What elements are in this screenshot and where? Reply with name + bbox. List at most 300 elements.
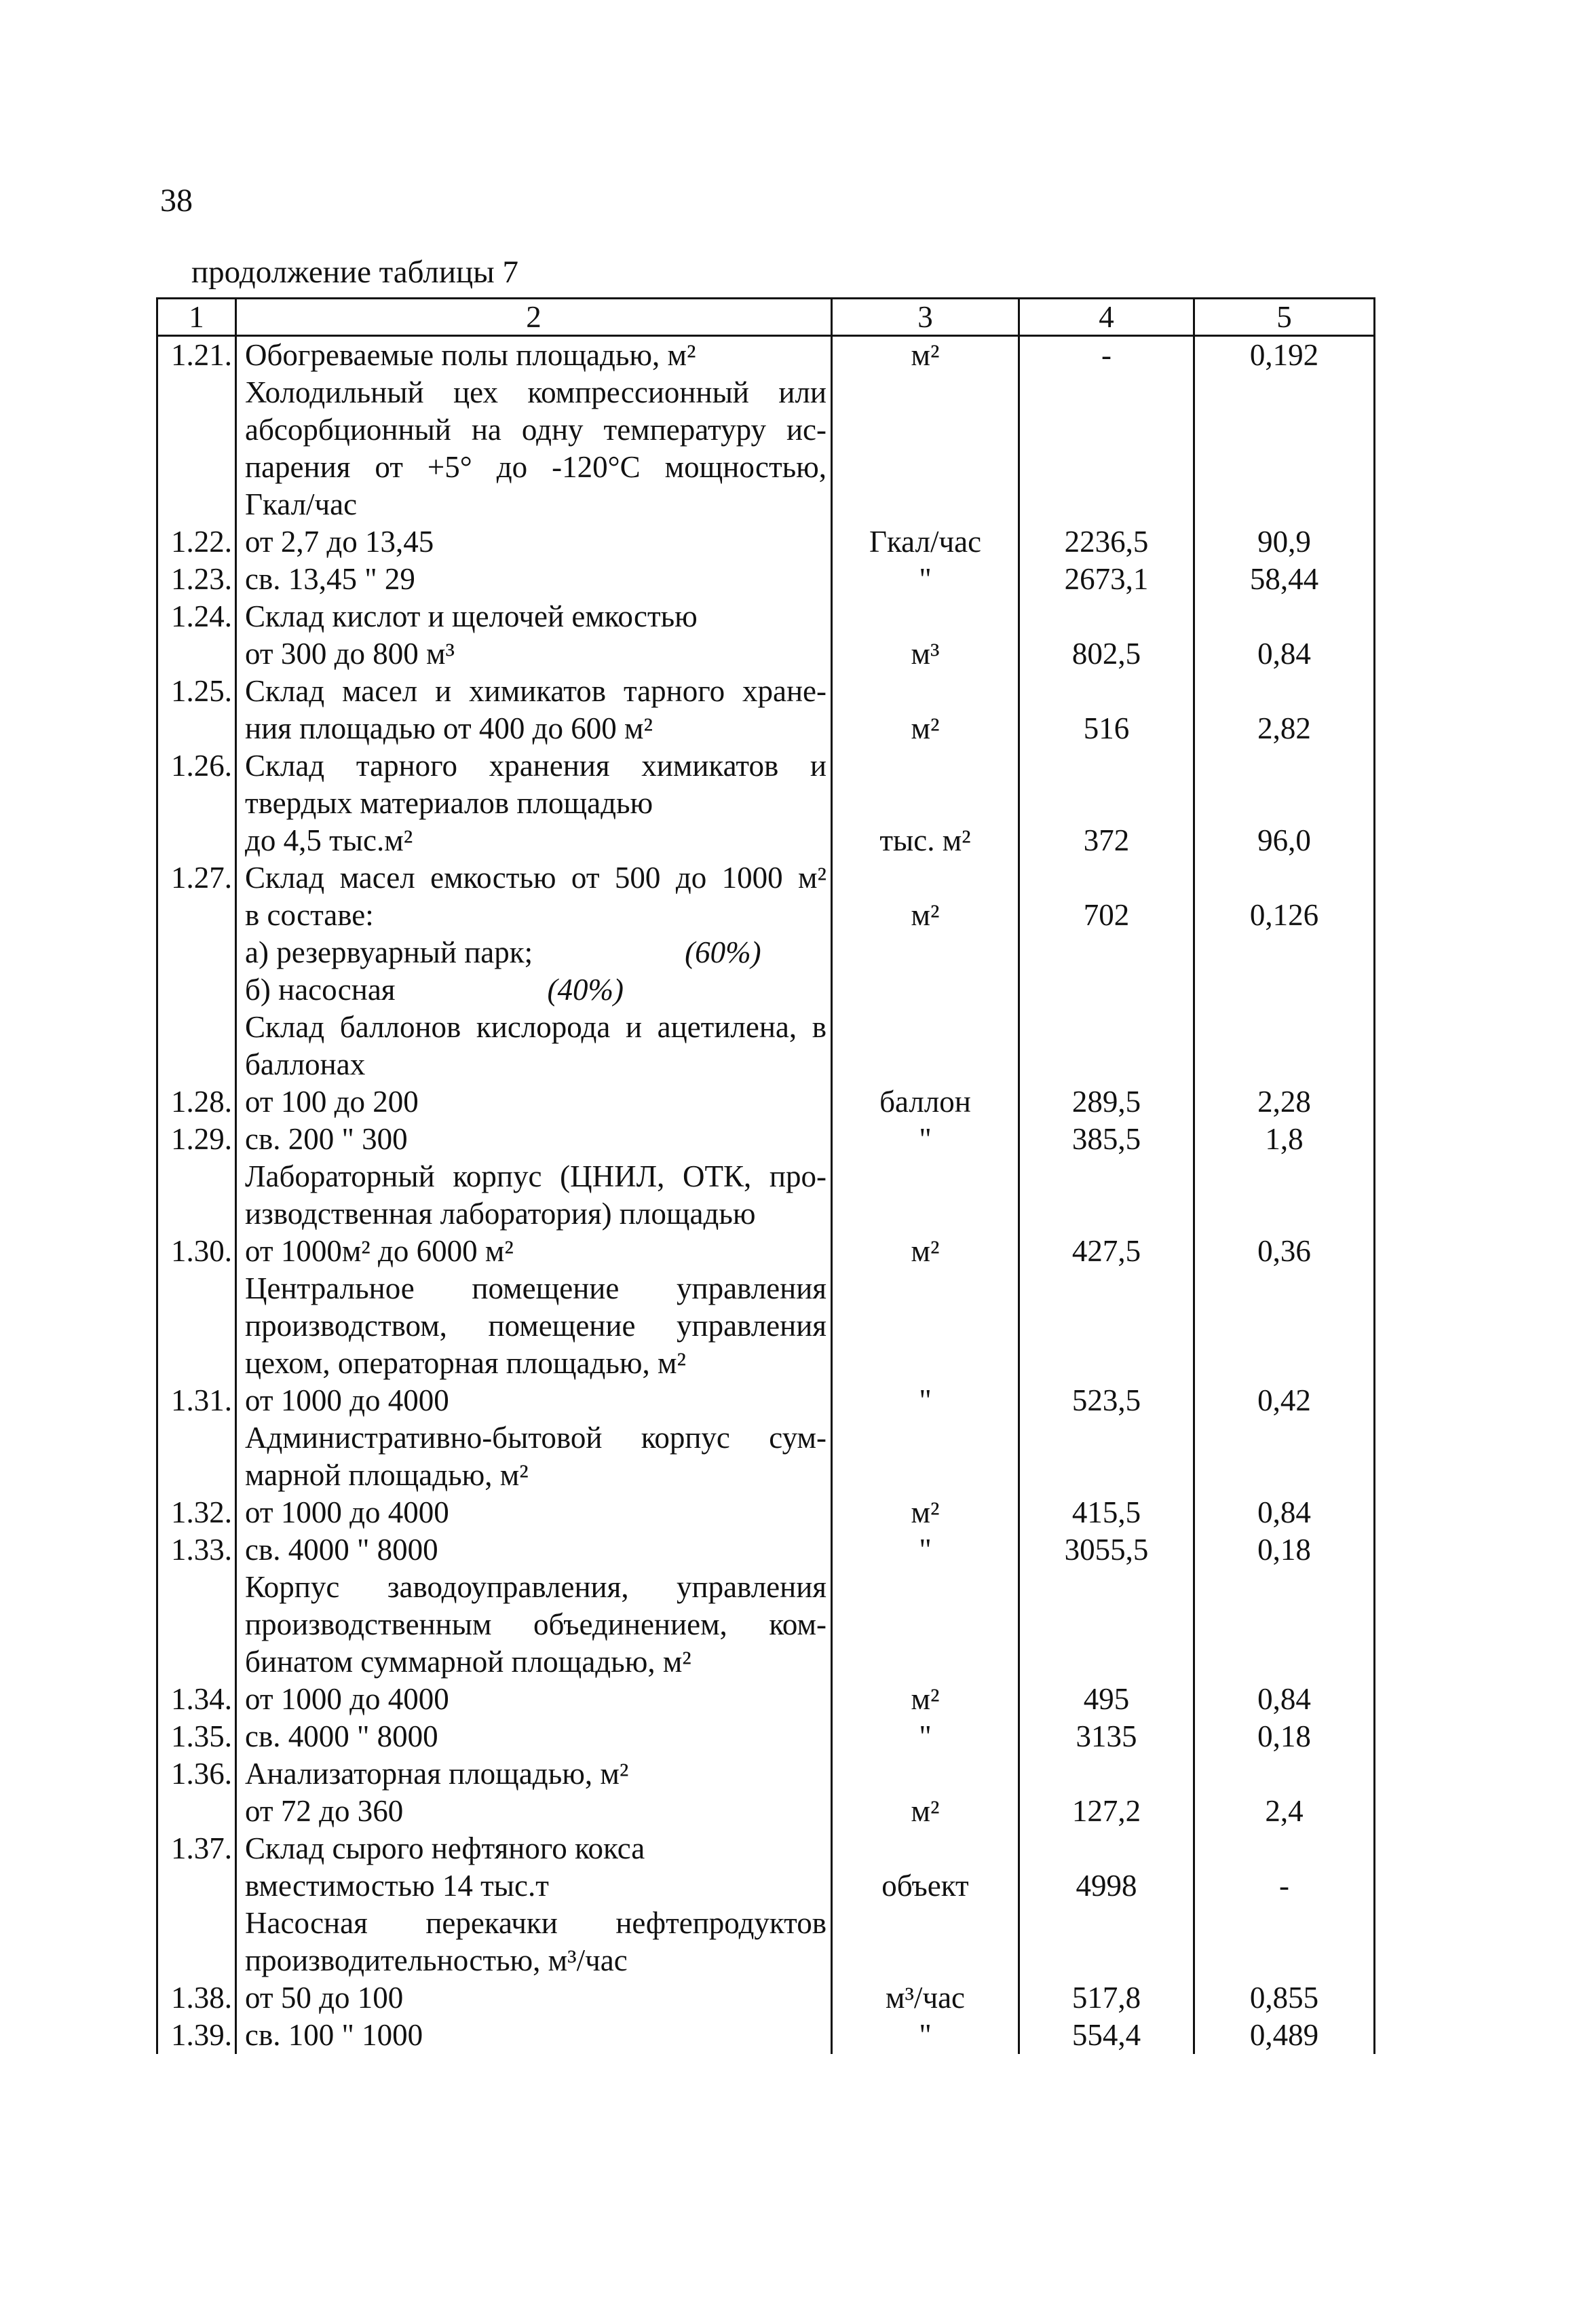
row-value-4 (1019, 1195, 1194, 1233)
table-row (157, 1942, 1375, 1979)
row-value-4-text: 372 (1083, 823, 1130, 857)
row-description (236, 1083, 832, 1121)
row-number (157, 1382, 236, 1419)
row-number (157, 1345, 236, 1382)
table-row (157, 1083, 1375, 1121)
row-unit (832, 598, 1019, 635)
row-number (157, 1681, 236, 1718)
row-value-4-text: 802,5 (1071, 637, 1141, 671)
row-value-4 (1019, 1307, 1194, 1345)
row-value-4 (1019, 1569, 1194, 1606)
row-value-4 (1019, 1121, 1194, 1158)
table-row (157, 971, 1375, 1009)
row-description (236, 635, 832, 673)
row-value-5 (1194, 1046, 1375, 1083)
row-description (236, 673, 832, 710)
row-unit (832, 1718, 1019, 1755)
row-value-4 (1019, 1942, 1194, 1979)
row-unit (832, 859, 1019, 897)
row-unit (832, 1979, 1019, 2017)
row-value-5 (1194, 1382, 1375, 1419)
row-unit (832, 1569, 1019, 1606)
row-number-text: 1.29. (171, 1122, 232, 1156)
row-value-4 (1019, 1830, 1194, 1867)
row-description (236, 934, 832, 971)
table-row (157, 374, 1375, 411)
row-description-text: Склад баллонов кислорода и ацетилена, в (245, 1010, 826, 1044)
row-unit (832, 747, 1019, 785)
row-value-4 (1019, 859, 1194, 897)
row-description-text: Холодильный цех компрессионный или (245, 375, 826, 409)
row-unit (832, 1419, 1019, 1457)
table-row (157, 1345, 1375, 1382)
row-number (157, 561, 236, 598)
row-value-5 (1194, 822, 1375, 859)
row-value-4 (1019, 635, 1194, 673)
row-value-5-text: 2,4 (1265, 1794, 1304, 1828)
row-number-text: 1.23. (171, 562, 232, 596)
page-number: 38 (160, 183, 193, 219)
row-description (236, 1457, 832, 1494)
row-number (157, 486, 236, 523)
row-number (157, 1569, 236, 1606)
row-description (236, 1195, 832, 1233)
row-number-text: 1.39. (171, 2018, 232, 2052)
row-unit-text: " (919, 1533, 932, 1567)
row-value-4 (1019, 673, 1194, 710)
row-number (157, 1905, 236, 1942)
row-description (236, 1270, 832, 1307)
row-unit (832, 1345, 1019, 1382)
row-unit (832, 523, 1019, 561)
row-value-4 (1019, 1457, 1194, 1494)
table-row (157, 1830, 1375, 1867)
row-description-text: ния площадью от 400 до 600 м² (245, 711, 653, 745)
row-value-4 (1019, 1755, 1194, 1793)
row-number (157, 1009, 236, 1046)
row-description (236, 523, 832, 561)
row-description (236, 1233, 832, 1270)
row-number (157, 1195, 236, 1233)
row-description-text: марной площадью, м² (245, 1458, 529, 1492)
row-value-4 (1019, 561, 1194, 598)
row-number (157, 1942, 236, 1979)
row-number-text: 1.31. (171, 1383, 232, 1417)
row-description (236, 1569, 832, 1606)
row-number (157, 710, 236, 747)
row-description-text: от 72 до 360 (245, 1794, 404, 1828)
row-number-text: 1.34. (171, 1682, 232, 1716)
row-value-4 (1019, 785, 1194, 822)
row-value-5 (1194, 1419, 1375, 1457)
row-unit (832, 971, 1019, 1009)
row-number (157, 336, 236, 375)
row-value-5-text: 0,489 (1249, 2018, 1319, 2052)
row-value-4-text: 523,5 (1071, 1383, 1141, 1417)
row-value-5 (1194, 635, 1375, 673)
row-value-5-text: - (1279, 1869, 1289, 1903)
row-value-5 (1194, 1979, 1375, 2017)
row-description (236, 1307, 832, 1345)
row-value-4 (1019, 1531, 1194, 1569)
row-unit-text: тыс. м² (879, 823, 971, 857)
row-value-4 (1019, 1233, 1194, 1270)
row-unit (832, 1867, 1019, 1905)
row-value-4-text: 554,4 (1071, 2018, 1141, 2052)
row-unit-text: м² (911, 1234, 940, 1268)
row-description-text: Склад тарного хранения химикатов и (245, 749, 826, 783)
row-number (157, 1158, 236, 1195)
row-number (157, 1793, 236, 1830)
row-description-text: Гкал/час (245, 487, 358, 521)
header-col-2: 2 (236, 299, 832, 336)
row-value-4 (1019, 1681, 1194, 1718)
row-unit-text: м² (911, 711, 940, 745)
row-value-5 (1194, 971, 1375, 1009)
row-value-5-text: 0,18 (1257, 1719, 1311, 1753)
row-number (157, 1494, 236, 1531)
table-row (157, 1793, 1375, 1830)
row-description (236, 598, 832, 635)
row-unit (832, 1270, 1019, 1307)
row-description-text: вместимостью 14 тыс.т (245, 1869, 549, 1903)
table-row (157, 1419, 1375, 1457)
row-value-4 (1019, 598, 1194, 635)
row-value-5 (1194, 1121, 1375, 1158)
row-value-4 (1019, 1009, 1194, 1046)
row-number-text: 1.30. (171, 1234, 232, 1268)
row-value-5 (1194, 561, 1375, 598)
row-number (157, 1046, 236, 1083)
row-description (236, 486, 832, 523)
row-value-4 (1019, 411, 1194, 449)
row-description-text: Лабораторный корпус (ЦНИЛ, ОТК, про- (245, 1159, 826, 1193)
row-number (157, 2017, 236, 2054)
row-value-4 (1019, 1494, 1194, 1531)
table-row (157, 1307, 1375, 1345)
row-value-5 (1194, 1345, 1375, 1382)
row-unit (832, 1382, 1019, 1419)
row-description (236, 1905, 832, 1942)
row-value-5-text: 0,36 (1257, 1234, 1311, 1268)
row-description-text: св. 13,45 " 29 (245, 562, 415, 596)
row-unit (832, 1681, 1019, 1718)
row-value-5-text: 0,192 (1249, 338, 1319, 372)
row-value-5 (1194, 2017, 1375, 2054)
row-number (157, 1867, 236, 1905)
row-value-4 (1019, 1643, 1194, 1681)
row-description-text: Склад масел емкостью от 500 до 1000 м² (245, 861, 826, 895)
row-unit (832, 785, 1019, 822)
row-value-5-text: 0,84 (1257, 1682, 1311, 1716)
row-description-text: Обогреваемые полы площадью, м² (245, 338, 696, 372)
row-number-text: 1.35. (171, 1719, 232, 1753)
row-value-5 (1194, 1643, 1375, 1681)
row-percent: (40%) (547, 973, 624, 1007)
row-description-text: от 100 до 200 (245, 1085, 419, 1119)
row-description-text: Административно-бытовой корпус сум- (245, 1421, 826, 1455)
row-value-5 (1194, 1083, 1375, 1121)
row-unit (832, 1009, 1019, 1046)
row-value-5 (1194, 673, 1375, 710)
row-description (236, 1606, 832, 1643)
row-unit (832, 449, 1019, 486)
row-description (236, 1681, 832, 1718)
row-description-text: св. 4000 " 8000 (245, 1533, 438, 1567)
row-number (157, 1419, 236, 1457)
row-description-text: от 300 до 800 м³ (245, 637, 455, 671)
row-value-5 (1194, 897, 1375, 934)
row-number-text: 1.36. (171, 1757, 232, 1791)
row-unit (832, 1083, 1019, 1121)
row-unit (832, 1046, 1019, 1083)
row-value-5 (1194, 1942, 1375, 1979)
row-value-4 (1019, 1345, 1194, 1382)
row-value-5 (1194, 710, 1375, 747)
table-row (157, 449, 1375, 486)
table-row (157, 336, 1375, 375)
row-description (236, 1345, 832, 1382)
row-value-5 (1194, 1830, 1375, 1867)
table-row (157, 1121, 1375, 1158)
row-value-5 (1194, 1158, 1375, 1195)
row-unit (832, 336, 1019, 375)
row-description-text: от 50 до 100 (245, 1981, 404, 2015)
table-row (157, 859, 1375, 897)
row-number-text: 1.28. (171, 1085, 232, 1119)
row-value-4 (1019, 1046, 1194, 1083)
row-number (157, 1755, 236, 1793)
row-unit-text: баллон (879, 1085, 971, 1119)
row-unit (832, 1905, 1019, 1942)
row-description (236, 1718, 832, 1755)
row-unit (832, 1755, 1019, 1793)
table-row (157, 1457, 1375, 1494)
row-value-5 (1194, 523, 1375, 561)
row-description (236, 1867, 832, 1905)
row-value-4-text: 495 (1083, 1682, 1130, 1716)
row-unit (832, 1830, 1019, 1867)
row-unit (832, 411, 1019, 449)
row-number (157, 1270, 236, 1307)
row-description-text: Склад сырого нефтяного кокса (245, 1831, 645, 1865)
row-value-4-text: 4998 (1076, 1869, 1137, 1903)
row-description (236, 747, 832, 785)
row-number (157, 971, 236, 1009)
row-unit-text: м³/час (885, 1981, 966, 2015)
row-unit-text: м² (911, 898, 940, 932)
table-row (157, 1158, 1375, 1195)
table-row (157, 1643, 1375, 1681)
row-unit-text: Гкал/час (869, 525, 982, 559)
row-description-text: от 1000м² до 6000 м² (245, 1234, 514, 1268)
row-value-5 (1194, 934, 1375, 971)
row-unit (832, 561, 1019, 598)
row-value-5-text: 0,84 (1257, 637, 1311, 671)
row-unit (832, 635, 1019, 673)
row-value-5 (1194, 1905, 1375, 1942)
row-value-5 (1194, 859, 1375, 897)
row-description-text: Насосная перекачки нефтепродуктов (245, 1906, 826, 1940)
row-value-4 (1019, 934, 1194, 971)
row-description-text: св. 200 " 300 (245, 1122, 408, 1156)
row-description-text: от 2,7 до 13,45 (245, 525, 434, 559)
table-row (157, 673, 1375, 710)
row-number (157, 1718, 236, 1755)
table-row (157, 523, 1375, 561)
table-row (157, 635, 1375, 673)
row-unit (832, 486, 1019, 523)
row-description-text: баллонах (245, 1047, 366, 1081)
row-description-text: абсорбционный на одну температуру ис- (245, 413, 826, 447)
row-value-4 (1019, 971, 1194, 1009)
row-value-4-text: 3135 (1076, 1719, 1137, 1753)
row-description-text: бинатом суммарной площадью, м² (245, 1645, 691, 1679)
row-description-text: а) резервуарный парк; (245, 935, 533, 969)
row-unit (832, 1121, 1019, 1158)
table-row (157, 1755, 1375, 1793)
row-value-5-text: 0,855 (1249, 1981, 1319, 2015)
row-unit (832, 1531, 1019, 1569)
table-caption: продолжение таблицы 7 (191, 255, 518, 290)
row-description (236, 1494, 832, 1531)
row-value-4 (1019, 1083, 1194, 1121)
row-value-4 (1019, 1270, 1194, 1307)
row-value-5 (1194, 1195, 1375, 1233)
row-value-4-text: 2236,5 (1064, 525, 1149, 559)
row-unit (832, 1158, 1019, 1195)
row-number (157, 934, 236, 971)
row-description-text: в составе: (245, 898, 374, 932)
row-value-5 (1194, 1867, 1375, 1905)
row-value-5 (1194, 449, 1375, 486)
row-description (236, 1382, 832, 1419)
row-unit (832, 897, 1019, 934)
row-number (157, 859, 236, 897)
row-number (157, 1083, 236, 1121)
row-number-text: 1.22. (171, 525, 232, 559)
row-value-5-text: 90,9 (1257, 525, 1311, 559)
row-description (236, 1793, 832, 1830)
row-description (236, 785, 832, 822)
row-value-4 (1019, 1158, 1194, 1195)
row-number (157, 449, 236, 486)
row-number (157, 411, 236, 449)
row-value-5 (1194, 1457, 1375, 1494)
row-value-5 (1194, 1270, 1375, 1307)
row-value-5 (1194, 411, 1375, 449)
row-value-5-text: 1,8 (1265, 1122, 1304, 1156)
row-value-4 (1019, 1382, 1194, 1419)
row-value-5 (1194, 1681, 1375, 1718)
row-value-4 (1019, 1419, 1194, 1457)
row-value-5-text: 0,126 (1249, 898, 1319, 932)
table-body (157, 336, 1375, 2055)
row-value-4 (1019, 1793, 1194, 1830)
row-value-5 (1194, 1307, 1375, 1345)
table-row (157, 785, 1375, 822)
row-number (157, 1830, 236, 1867)
table-row (157, 1905, 1375, 1942)
row-unit-text: м³ (911, 637, 940, 671)
row-value-5 (1194, 1606, 1375, 1643)
row-unit (832, 1942, 1019, 1979)
header-col-4: 4 (1019, 299, 1194, 336)
row-number (157, 1307, 236, 1345)
table-row (157, 1718, 1375, 1755)
row-percent: (60%) (685, 935, 761, 969)
row-description (236, 1531, 832, 1569)
row-description-text: производственным объединением, ком- (245, 1607, 826, 1641)
row-unit (832, 1793, 1019, 1830)
row-number (157, 523, 236, 561)
row-value-5 (1194, 374, 1375, 411)
table-row (157, 1606, 1375, 1643)
row-description-text: Корпус заводоуправления, управления (245, 1570, 826, 1604)
row-number (157, 1121, 236, 1158)
row-description (236, 1643, 832, 1681)
row-number (157, 1606, 236, 1643)
table-row (157, 1270, 1375, 1307)
table-row (157, 897, 1375, 934)
row-value-5 (1194, 747, 1375, 785)
table-row (157, 1233, 1375, 1270)
row-value-4-text: 289,5 (1071, 1085, 1141, 1119)
row-description (236, 411, 832, 449)
row-value-5 (1194, 598, 1375, 635)
row-number-text: 1.33. (171, 1533, 232, 1567)
row-description (236, 971, 832, 1009)
row-unit (832, 374, 1019, 411)
row-value-4 (1019, 1979, 1194, 2017)
row-number (157, 1457, 236, 1494)
row-unit-text: м² (911, 1794, 940, 1828)
row-number-text: 1.27. (171, 861, 232, 895)
row-description-text: производительностью, м³/час (245, 1943, 628, 1977)
row-number-text: 1.26. (171, 749, 232, 783)
row-description (236, 336, 832, 375)
row-description (236, 374, 832, 411)
row-unit-text: м² (911, 1682, 940, 1716)
row-description-text: изводственная лаборатория) площадью (245, 1197, 756, 1231)
table-row (157, 1681, 1375, 1718)
table-row (157, 934, 1375, 971)
row-unit-text: " (919, 1383, 932, 1417)
row-description (236, 1830, 832, 1867)
table-row (157, 1046, 1375, 1083)
row-unit (832, 1233, 1019, 1270)
row-value-4 (1019, 1867, 1194, 1905)
row-value-4-text: 702 (1083, 898, 1130, 932)
table-header (157, 299, 1375, 336)
row-unit (832, 710, 1019, 747)
table-row (157, 561, 1375, 598)
row-value-4 (1019, 449, 1194, 486)
row-value-5-text: 0,42 (1257, 1383, 1311, 1417)
table-row (157, 1569, 1375, 1606)
table-row (157, 1867, 1375, 1905)
row-description-text: твердых материалов площадью (245, 786, 653, 820)
row-value-4-text: - (1101, 338, 1112, 372)
row-description (236, 2017, 832, 2054)
row-value-5 (1194, 1793, 1375, 1830)
row-number (157, 1233, 236, 1270)
row-value-5 (1194, 1531, 1375, 1569)
row-value-5 (1194, 1755, 1375, 1793)
row-description-text: от 1000 до 4000 (245, 1495, 449, 1529)
row-description (236, 859, 832, 897)
row-value-4-text: 127,2 (1071, 1794, 1141, 1828)
